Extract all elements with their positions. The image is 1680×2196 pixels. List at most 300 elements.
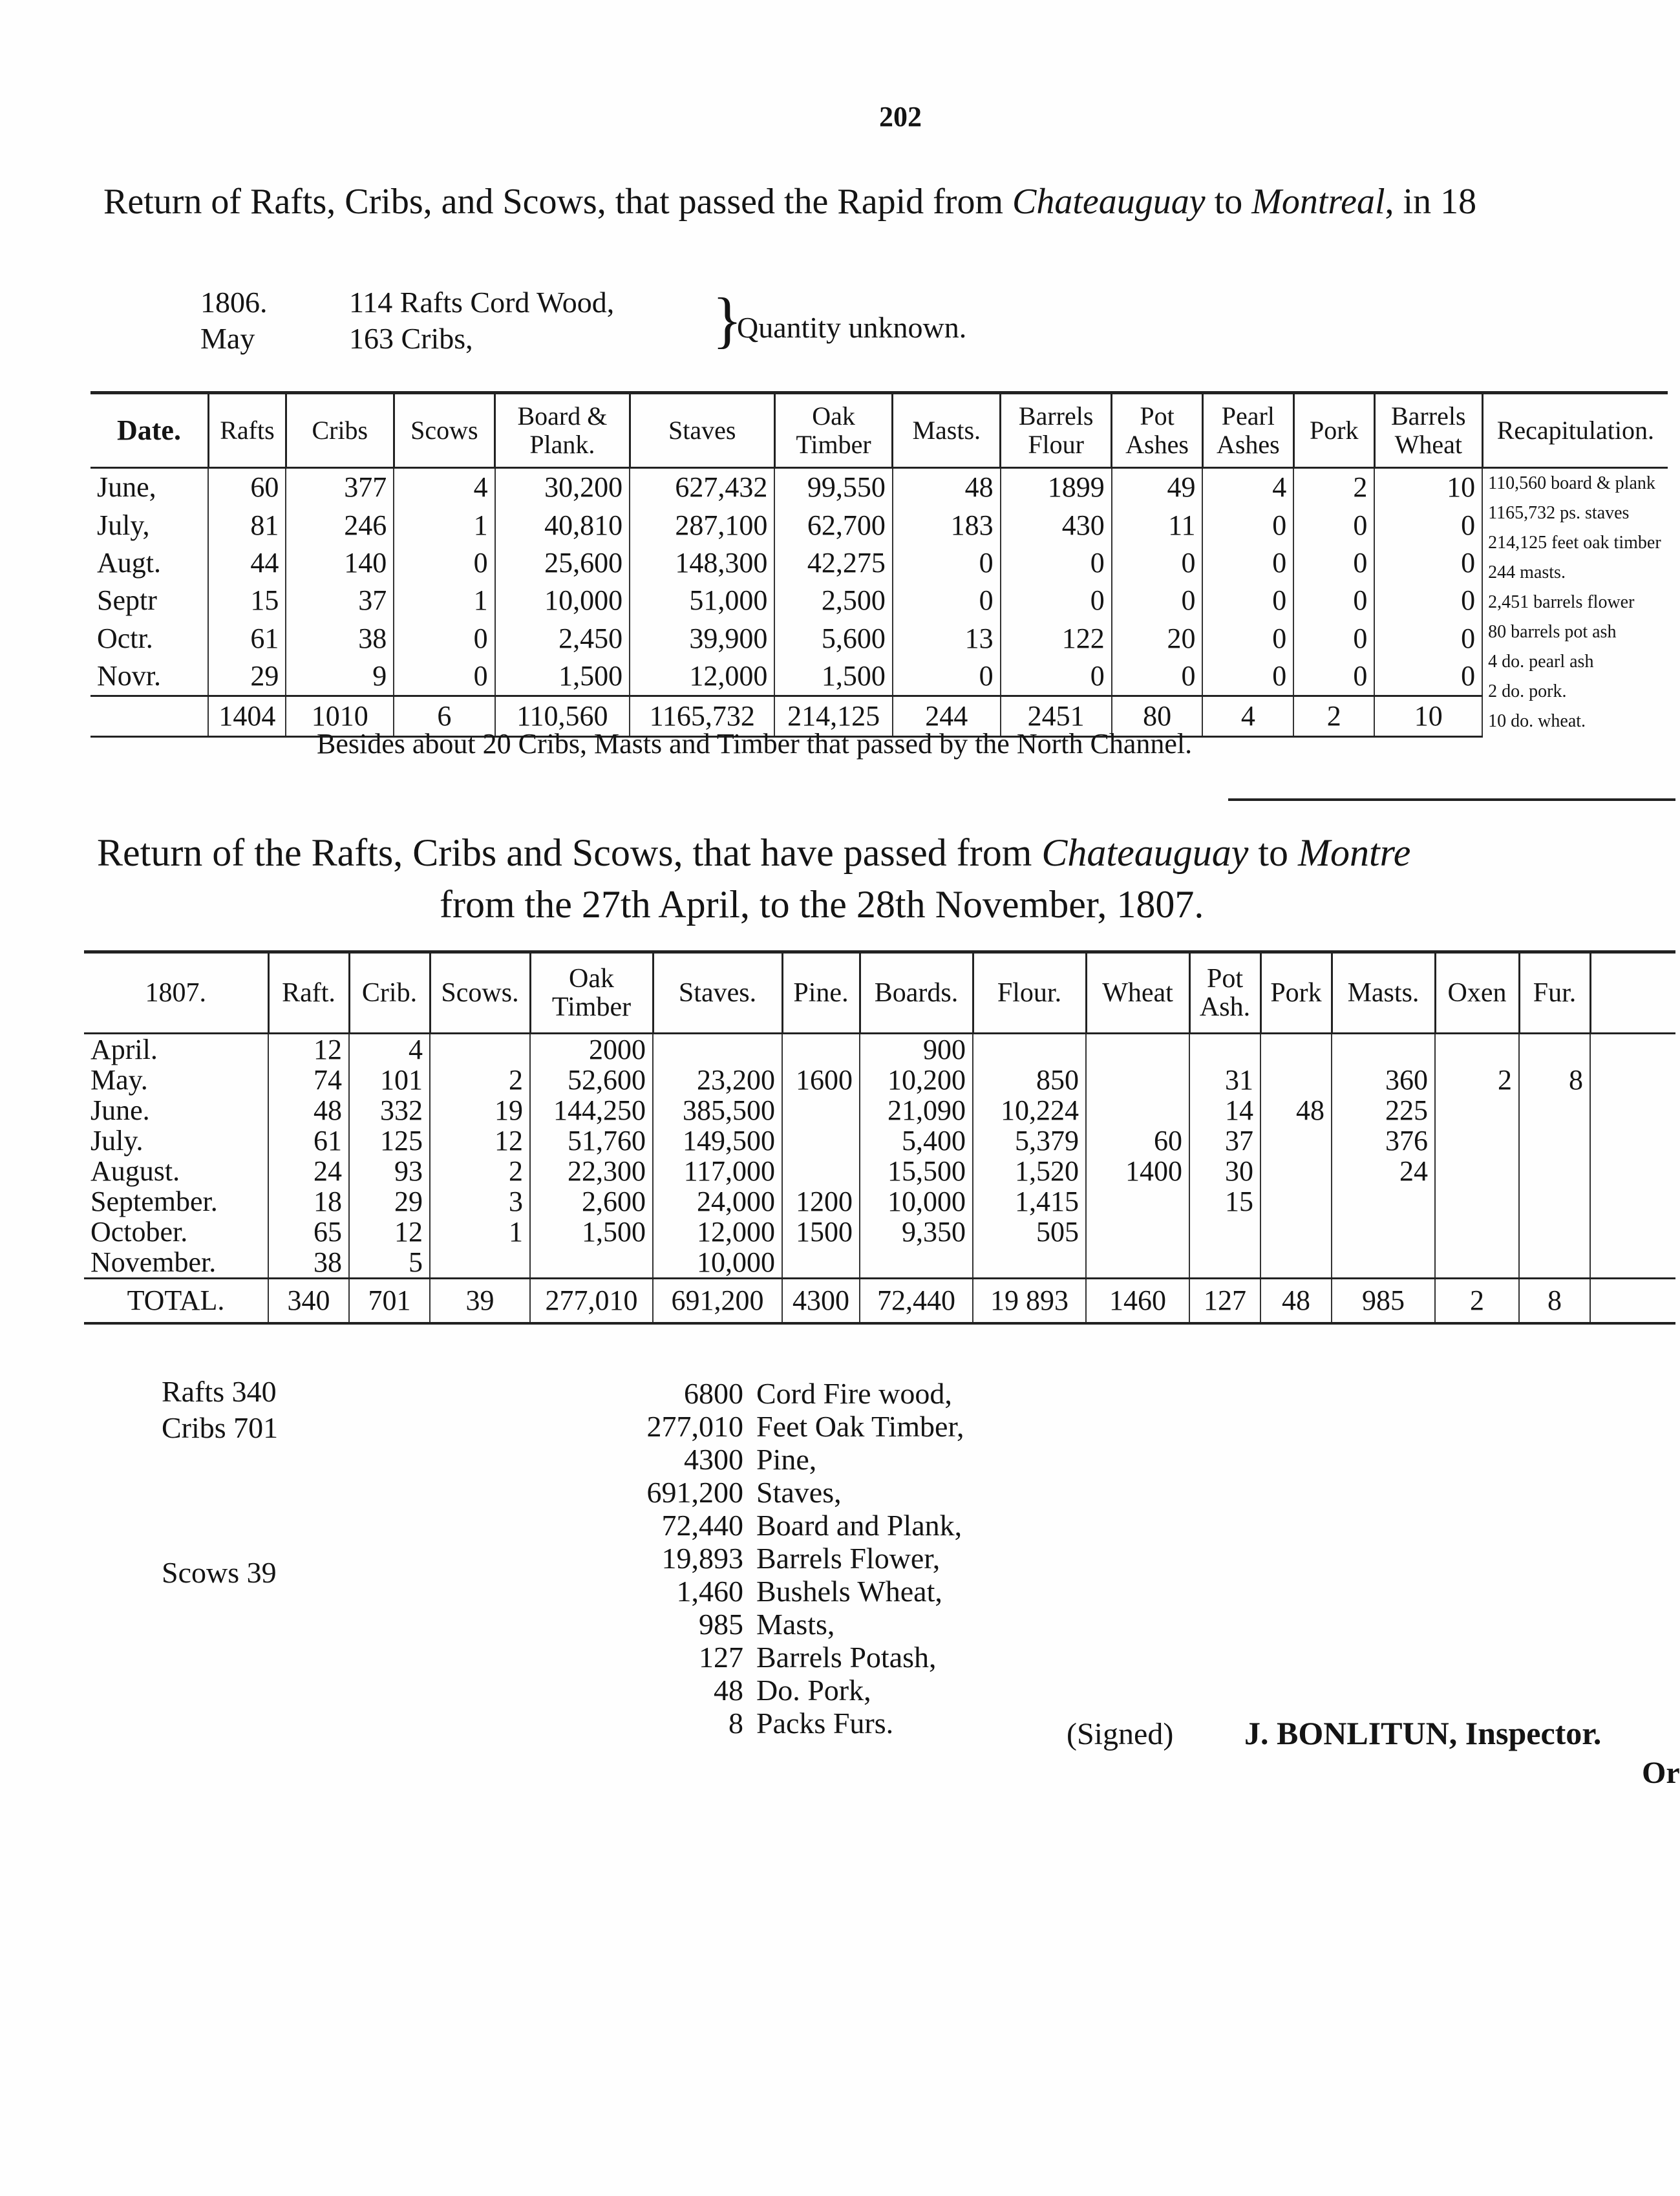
table-cell: 0	[1001, 657, 1112, 696]
table-1806-header-cell: Pork	[1293, 393, 1374, 468]
total-cell	[1590, 1279, 1675, 1324]
table-row	[90, 582, 1668, 619]
table-cell: 0	[1374, 619, 1482, 657]
total-cell: 6	[394, 696, 494, 736]
table-cell	[1590, 1156, 1675, 1186]
table-total-row	[84, 1279, 1675, 1324]
table-cell: 39,900	[630, 619, 774, 657]
table-cell: 10,000	[653, 1247, 782, 1279]
table-row	[84, 1156, 1675, 1186]
may-quantity-note: Quantity unknown.	[737, 311, 967, 344]
table-cell: 12	[349, 1217, 430, 1247]
title-1806-mid: to	[1205, 182, 1252, 222]
table-1807-header-cell: Crib.	[349, 952, 430, 1034]
table-cell	[1519, 1125, 1590, 1156]
total-cell: 110,560	[495, 696, 630, 736]
table-cell: 15	[1189, 1186, 1260, 1217]
table-cell	[1435, 1034, 1519, 1065]
may-month: May	[200, 322, 255, 355]
table-cell: 148,300	[630, 544, 774, 582]
summary-item: Cord Fire wood,	[756, 1377, 952, 1410]
summary-line	[582, 1674, 964, 1707]
table-row	[84, 1186, 1675, 1217]
table-cell: 0	[1293, 619, 1374, 657]
title-1806-place-montreal: Montreal	[1251, 182, 1385, 222]
table-cell: 60	[208, 468, 286, 507]
table-1807-header-cell: Oak Timber	[530, 952, 653, 1034]
table-1807-header-row	[84, 952, 1675, 1034]
table-cell	[1189, 1034, 1260, 1065]
table-cell: November.	[90, 1246, 217, 1278]
summary-item: Bushels Wheat,	[756, 1575, 942, 1608]
table-cell: 24	[1332, 1156, 1435, 1186]
title-1806	[103, 181, 1476, 222]
table-cell: 22,300	[530, 1156, 653, 1186]
table-cell: 60	[1086, 1125, 1189, 1156]
table-cell: 1200	[782, 1186, 860, 1217]
table-cell: 4	[1202, 468, 1293, 507]
title-1807-place-montreal: Montre	[1298, 831, 1411, 874]
table-cell	[530, 1247, 653, 1279]
table-cell: 0	[1374, 582, 1482, 619]
table-cell: 1	[430, 1217, 530, 1247]
table-cell: 140	[286, 544, 394, 582]
table-cell	[1260, 1186, 1332, 1217]
table-cell	[1332, 1217, 1435, 1247]
table-cell: July,	[97, 509, 150, 541]
table-1807-header-cell: Flour.	[973, 952, 1086, 1034]
table-cell: Augt.	[97, 547, 161, 579]
table-cell: 246	[286, 507, 394, 544]
table-row	[90, 507, 1668, 544]
recapitulation-cell	[1482, 468, 1668, 737]
may-brace: }	[712, 285, 743, 354]
recapitulation-line: 214,125 feet oak timber	[1488, 533, 1661, 553]
may-line-rafts: 114 Rafts Cord Wood,	[349, 286, 615, 319]
summary-quantity: 8	[728, 1707, 743, 1740]
table-cell: 21,090	[860, 1095, 973, 1125]
table-cell: 0	[1202, 619, 1293, 657]
summary-line	[582, 1575, 964, 1608]
title-1807-mid: to	[1248, 831, 1299, 874]
table-cell: 101	[349, 1065, 430, 1095]
summary-line	[582, 1641, 964, 1674]
summary-item: Pine,	[756, 1443, 817, 1476]
table-cell: 74	[268, 1065, 349, 1095]
table-cell: May.	[90, 1063, 148, 1096]
total-cell: 2	[1293, 696, 1374, 736]
table-cell	[1435, 1217, 1519, 1247]
table-cell: 24,000	[653, 1186, 782, 1217]
recapitulation-line: 110,560 board & plank	[1488, 473, 1655, 493]
table-cell: 1	[394, 582, 494, 619]
table-cell	[1260, 1065, 1332, 1095]
table-cell: 0	[1293, 582, 1374, 619]
table-cell: 48	[268, 1095, 349, 1125]
table-row	[90, 544, 1668, 582]
table-cell: 1,415	[973, 1186, 1086, 1217]
table-cell	[1519, 1186, 1590, 1217]
table-cell: 1500	[782, 1217, 860, 1247]
table-cell: 81	[208, 507, 286, 544]
table-1806-header-cell: Board & Plank.	[495, 393, 630, 468]
total-cell: 1460	[1086, 1279, 1189, 1324]
total-cell: 277,010	[530, 1279, 653, 1324]
total-cell: 2451	[1001, 696, 1112, 736]
total-cell: 127	[1189, 1279, 1260, 1324]
table-cell: 38	[286, 619, 394, 657]
table-cell: 8	[1519, 1065, 1590, 1095]
table-cell: 0	[893, 582, 1001, 619]
table-1806-header-cell: Recapitulation.	[1482, 393, 1668, 468]
table-1806-header-cell: Rafts	[208, 393, 286, 468]
table-cell	[782, 1034, 860, 1065]
table-cell: 15	[208, 582, 286, 619]
table-row	[84, 1125, 1675, 1156]
table-cell: 37	[286, 582, 394, 619]
table-cell: 1,500	[495, 657, 630, 696]
table-1806-header-row	[90, 393, 1668, 468]
section-rule	[1228, 798, 1675, 801]
table-cell: 10,000	[495, 582, 630, 619]
may-line-cribs: 163 Cribs,	[349, 322, 473, 355]
summary-quantity: 48	[714, 1674, 743, 1707]
table-cell: 0	[1374, 657, 1482, 696]
table-cell: 30	[1189, 1156, 1260, 1186]
table-cell: 2	[430, 1156, 530, 1186]
table-cell	[1332, 1247, 1435, 1279]
summary-item: Barrels Potash,	[756, 1641, 937, 1674]
summary-quantity: 19,893	[661, 1542, 743, 1575]
table-cell: 49	[1112, 468, 1203, 507]
total-cell: 48	[1260, 1279, 1332, 1324]
table-cell	[1260, 1034, 1332, 1065]
table-cell	[1435, 1095, 1519, 1125]
table-1807-header-cell: Pork	[1260, 952, 1332, 1034]
may-year: 1806.	[200, 286, 268, 319]
table-cell	[1590, 1065, 1675, 1095]
table-cell: 4	[349, 1034, 430, 1065]
table-cell: 31	[1189, 1065, 1260, 1095]
table-cell: 505	[973, 1217, 1086, 1247]
table-cell: 65	[268, 1217, 349, 1247]
table-cell	[1086, 1186, 1189, 1217]
table-cell: 1899	[1001, 468, 1112, 507]
table-row	[84, 1247, 1675, 1279]
table-1806-header-cell: Scows	[394, 393, 494, 468]
table-cell	[973, 1247, 1086, 1279]
table-cell: 1600	[782, 1065, 860, 1095]
summary-line	[582, 1509, 964, 1542]
total-cell: 72,440	[860, 1279, 973, 1324]
table-cell: 0	[1202, 507, 1293, 544]
table-cell: 376	[1332, 1125, 1435, 1156]
table-row	[84, 1034, 1675, 1065]
summary-line	[582, 1377, 964, 1410]
table-cell: 5,400	[860, 1125, 973, 1156]
table-cell: 0	[394, 619, 494, 657]
table-cell: 62,700	[774, 507, 892, 544]
summary-quantity: 691,200	[646, 1476, 743, 1509]
table-1806	[90, 391, 1668, 738]
summary-line	[582, 1476, 964, 1509]
table-cell: 0	[1202, 657, 1293, 696]
table-cell: 20	[1112, 619, 1203, 657]
table-1807-header-cell: Masts.	[1332, 952, 1435, 1034]
table-cell: July.	[90, 1124, 144, 1157]
table-cell: 2	[1293, 468, 1374, 507]
table-cell	[430, 1247, 530, 1279]
table-cell: 29	[349, 1186, 430, 1217]
table-cell: 0	[1293, 544, 1374, 582]
table-cell	[1332, 1186, 1435, 1217]
table-cell: 12	[430, 1125, 530, 1156]
summary-quantity: 4300	[684, 1443, 743, 1476]
table-cell: 11	[1112, 507, 1203, 544]
table-cell: Novr.	[97, 660, 161, 692]
summary-right	[582, 1377, 964, 1740]
table-1807-header-cell	[1590, 952, 1675, 1034]
table-1806-header-cell: Barrels Flour	[1001, 393, 1112, 468]
table-cell: 377	[286, 468, 394, 507]
table-cell	[1590, 1095, 1675, 1125]
table-cell: 25,600	[495, 544, 630, 582]
table-cell: 0	[1293, 507, 1374, 544]
table-cell: 0	[1202, 582, 1293, 619]
table-cell	[1086, 1065, 1189, 1095]
table-1806-header-cell: Oak Timber	[774, 393, 892, 468]
total-cell	[90, 696, 208, 736]
table-1806-header-cell: Pot Ashes	[1112, 393, 1203, 468]
table-cell	[1332, 1034, 1435, 1065]
table-cell: 42,275	[774, 544, 892, 582]
table-cell: 360	[1332, 1065, 1435, 1095]
table-row	[84, 1095, 1675, 1125]
table-cell	[1260, 1125, 1332, 1156]
total-cell: 8	[1519, 1279, 1590, 1324]
summary-quantity: 985	[699, 1608, 743, 1641]
title-1807-place-chateauguay: Chateauguay	[1041, 831, 1249, 874]
table-cell: 3	[430, 1186, 530, 1217]
table-cell: 430	[1001, 507, 1112, 544]
title-1807-prefix: Return of the Rafts, Cribs and Scows, that have passed from	[97, 831, 1042, 874]
table-cell: 12,000	[653, 1217, 782, 1247]
table-cell	[1086, 1095, 1189, 1125]
table-cell: October.	[90, 1215, 188, 1248]
total-cell: 19 893	[973, 1279, 1086, 1324]
table-cell: 5,600	[774, 619, 892, 657]
title-1807-dates: from the 27th April, to the 28th November, 1807.	[440, 883, 1204, 926]
summary-scows: Scows 39	[162, 1556, 277, 1589]
table-cell: 48	[1260, 1095, 1332, 1125]
total-cell: 1404	[208, 696, 286, 736]
table-row	[84, 1065, 1675, 1095]
summary-item: Packs Furs.	[756, 1707, 894, 1740]
table-cell	[1435, 1247, 1519, 1279]
table-cell: 9	[286, 657, 394, 696]
table-cell	[653, 1034, 782, 1065]
table-cell: 5,379	[973, 1125, 1086, 1156]
table-cell: 14	[1189, 1095, 1260, 1125]
table-1807-header-cell: Oxen	[1435, 952, 1519, 1034]
table-cell: 5	[349, 1247, 430, 1279]
table-cell	[1519, 1247, 1590, 1279]
inspector-signature: J. BONLITUN, Inspector.	[1244, 1715, 1602, 1751]
table-cell: 287,100	[630, 507, 774, 544]
table-cell: 24	[268, 1156, 349, 1186]
total-cell: TOTAL.	[84, 1279, 268, 1324]
table-cell: 0	[1112, 582, 1203, 619]
table-cell: 51,000	[630, 582, 774, 619]
table-cell: 144,250	[530, 1095, 653, 1125]
table-cell: 0	[1001, 544, 1112, 582]
table-cell: 61	[208, 619, 286, 657]
table-cell	[430, 1034, 530, 1065]
summary-line	[582, 1707, 964, 1740]
table-cell: 117,000	[653, 1156, 782, 1186]
table-1807-header-cell: Raft.	[268, 952, 349, 1034]
table-cell: 149,500	[653, 1125, 782, 1156]
table-row	[90, 657, 1668, 696]
table-1806-body	[90, 468, 1668, 737]
table-cell	[1189, 1217, 1260, 1247]
table-cell: 332	[349, 1095, 430, 1125]
table-cell	[1435, 1186, 1519, 1217]
table-cell: June,	[97, 471, 156, 504]
table-cell: 0	[893, 657, 1001, 696]
summary-item: Masts,	[756, 1608, 835, 1641]
table-cell: 30,200	[495, 468, 630, 507]
table-cell	[1435, 1156, 1519, 1186]
page-number: 202	[879, 101, 922, 133]
summary-line	[582, 1542, 964, 1575]
summary-left	[162, 1374, 278, 1591]
table-cell: 1,500	[774, 657, 892, 696]
total-cell: 985	[1332, 1279, 1435, 1324]
table-row	[90, 619, 1668, 657]
table-cell	[1590, 1034, 1675, 1065]
table-cell	[1189, 1247, 1260, 1279]
table-cell: 44	[208, 544, 286, 582]
table-cell	[782, 1095, 860, 1125]
total-cell: 214,125	[774, 696, 892, 736]
table-cell	[1519, 1156, 1590, 1186]
title-1806-suffix: , in 18	[1385, 182, 1477, 222]
total-cell: 39	[430, 1279, 530, 1324]
table-cell	[860, 1247, 973, 1279]
table-cell	[782, 1125, 860, 1156]
table-1806-header-cell: Staves	[630, 393, 774, 468]
total-cell: 4300	[782, 1279, 860, 1324]
table-cell	[1435, 1125, 1519, 1156]
table-1806-header-cell: Masts.	[893, 393, 1001, 468]
table-1807-header-cell: Wheat	[1086, 952, 1189, 1034]
table-1807-header-cell: Pot Ash.	[1189, 952, 1260, 1034]
table-cell: 850	[973, 1065, 1086, 1095]
table-cell: August.	[90, 1155, 180, 1187]
total-cell: 80	[1112, 696, 1203, 736]
table-cell: 1,520	[973, 1156, 1086, 1186]
table-cell: 627,432	[630, 468, 774, 507]
total-cell: 340	[268, 1279, 349, 1324]
table-cell: 183	[893, 507, 1001, 544]
page-corner-text: Or	[1642, 1756, 1680, 1790]
table-1807-header-cell: Pine.	[782, 952, 860, 1034]
summary-line	[582, 1443, 964, 1476]
table-cell: 0	[394, 544, 494, 582]
title-1807	[97, 831, 1410, 875]
table-1806-header-cell: Cribs	[286, 393, 394, 468]
table-1806-header-cell: Pearl Ashes	[1202, 393, 1293, 468]
table-cell	[1260, 1247, 1332, 1279]
table-cell: 0	[1001, 582, 1112, 619]
table-cell: 0	[1293, 657, 1374, 696]
table-1807-header-cell: 1807.	[145, 978, 206, 1008]
table-cell: 61	[268, 1125, 349, 1156]
table-cell	[1519, 1217, 1590, 1247]
table-cell	[973, 1034, 1086, 1065]
recapitulation-line: 10 do. wheat.	[1488, 711, 1586, 731]
total-cell: 244	[893, 696, 1001, 736]
table-cell: April.	[90, 1033, 158, 1065]
table-cell: 1	[394, 507, 494, 544]
table-cell	[1590, 1125, 1675, 1156]
table-cell	[1260, 1156, 1332, 1186]
table-1807-header-cell: Staves.	[653, 952, 782, 1034]
table-cell: 9,350	[860, 1217, 973, 1247]
table-cell: 99,550	[774, 468, 892, 507]
table-1807-header-cell: Boards.	[860, 952, 973, 1034]
summary-quantity: 277,010	[646, 1410, 743, 1443]
table-row	[90, 468, 1668, 507]
table-cell: 13	[893, 619, 1001, 657]
table-cell: 19	[430, 1095, 530, 1125]
table-cell: 0	[1202, 544, 1293, 582]
table-cell: 0	[394, 657, 494, 696]
table-cell: 0	[1374, 544, 1482, 582]
table-cell	[1519, 1034, 1590, 1065]
table-cell: 900	[860, 1034, 973, 1065]
table-cell: 0	[1112, 657, 1203, 696]
table-cell: September.	[90, 1185, 218, 1217]
table-cell: 10,000	[860, 1186, 973, 1217]
table-cell: 1,500	[530, 1217, 653, 1247]
table-cell: 0	[1112, 544, 1203, 582]
table-cell: 2,600	[530, 1186, 653, 1217]
table-cell: 38	[268, 1247, 349, 1279]
table-cell: 2000	[530, 1034, 653, 1065]
table-row	[84, 1217, 1675, 1247]
table-cell	[1260, 1217, 1332, 1247]
table-cell: 0	[893, 544, 1001, 582]
table-1807-header-cell: Scows.	[430, 952, 530, 1034]
summary-item: Barrels Flower,	[756, 1542, 941, 1575]
table-1807-body	[84, 1034, 1675, 1324]
table-cell: 18	[268, 1186, 349, 1217]
table-cell	[1086, 1217, 1189, 1247]
table-cell	[1086, 1034, 1189, 1065]
table-cell: 12,000	[630, 657, 774, 696]
table-cell: 40,810	[495, 507, 630, 544]
total-cell: 1010	[286, 696, 394, 736]
table-cell	[1590, 1186, 1675, 1217]
summary-rafts: Rafts 340	[162, 1375, 277, 1408]
recapitulation-line: 2 do. pork.	[1488, 681, 1567, 701]
summary-item: Board and Plank,	[756, 1509, 962, 1542]
total-cell: 2	[1435, 1279, 1519, 1324]
table-cell: 37	[1189, 1125, 1260, 1156]
table-cell: 23,200	[653, 1065, 782, 1095]
